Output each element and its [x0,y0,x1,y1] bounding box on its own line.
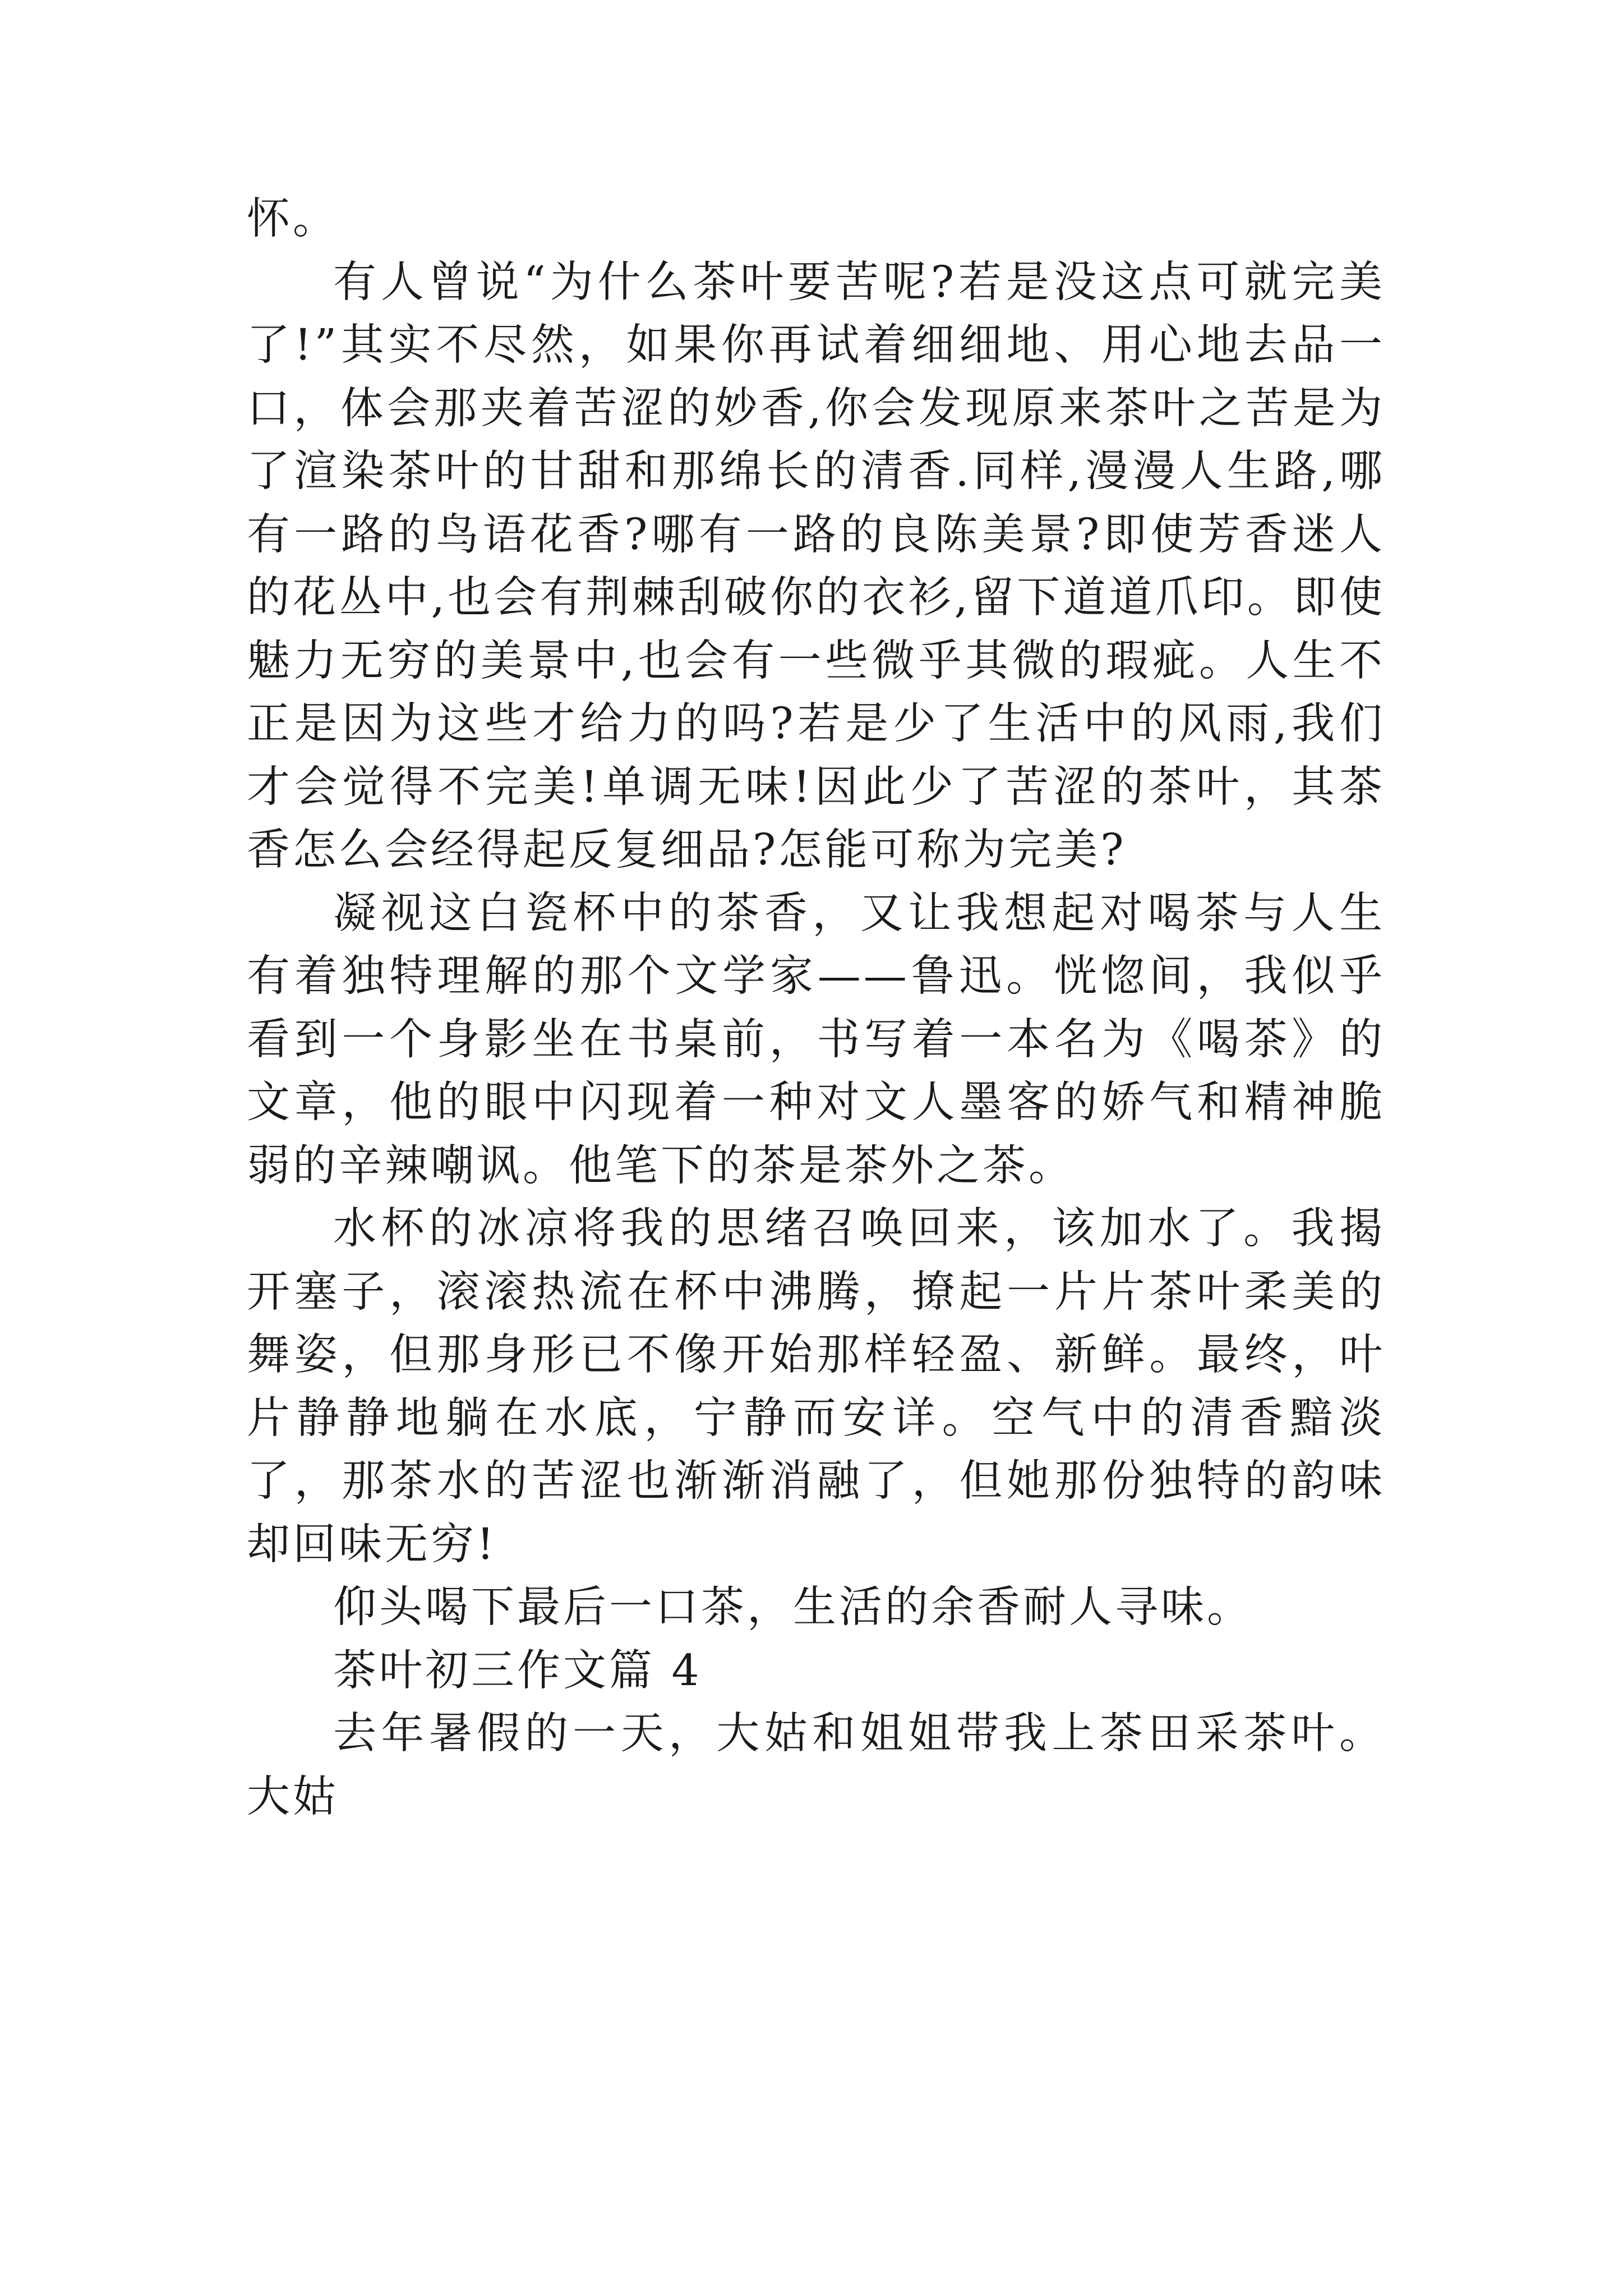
paragraph-luxun: 凝视这白瓷杯中的茶香，又让我想起对喝茶与人生有着独特理解的那个文学家——鲁迅。恍惚间，我似乎看到一个身影坐在书桌前，书写着一本名为《喝茶》的文章，他的眼中闪现着一种对文人墨客的娇气和精神脆弱的辛辣嘲讽。他笔下的茶是茶外之茶。 [247,888,1385,1191]
section-heading: 茶叶初三作文篇 4 [333,1645,702,1696]
paragraph-continuation: 怀。 [247,194,339,244]
paragraph-summer: 去年暑假的一天，大姑和姐姐带我上茶田采茶叶。大姑 [247,1709,1385,1822]
article-body [247,188,1385,1829]
paragraph-bitterness: 有人曾说“为什么茶叶要苦呢?若是没这点可就完美了!”其实不尽然，如果你再试着细细地、用心地去品一口，体会那夹着苦涩的妙香,你会发现原来茶叶之苦是为了渲染茶叶的甘甜和那绵长的清香.同样,漫漫人生路,哪有一路的鸟语花香?哪有一路的良陈美景?即使芳香迷人的花丛中,也会有荆棘刮破你的衣衫,留下道道爪印。即使魅力无穷的美景中,也会有一些微乎其微的瑕疵。人生不正是因为这些才给力的吗?若是少了生活中的风雨,我们才会觉得不完美!单调无味!因此少了苦涩的茶叶，其茶香怎么会经得起反复细品?怎能可称为完美? [247,257,1385,875]
paragraph-last-sip: 仰头喝下最后一口茶，生活的余香耐人寻味。 [333,1582,1253,1632]
paragraph-water: 水杯的冰凉将我的思绪召唤回来，该加水了。我揭开塞子，滚滚热流在杯中沸腾，撩起一片片茶叶柔美的舞姿，但那身形已不像开始那样轻盈、新鲜。最终，叶片静静地躺在水底，宁静而安详。空气中的清香黯淡了，那茶水的苦涩也渐渐消融了，但她那份独特的韵味却回味无穷! [247,1204,1385,1570]
